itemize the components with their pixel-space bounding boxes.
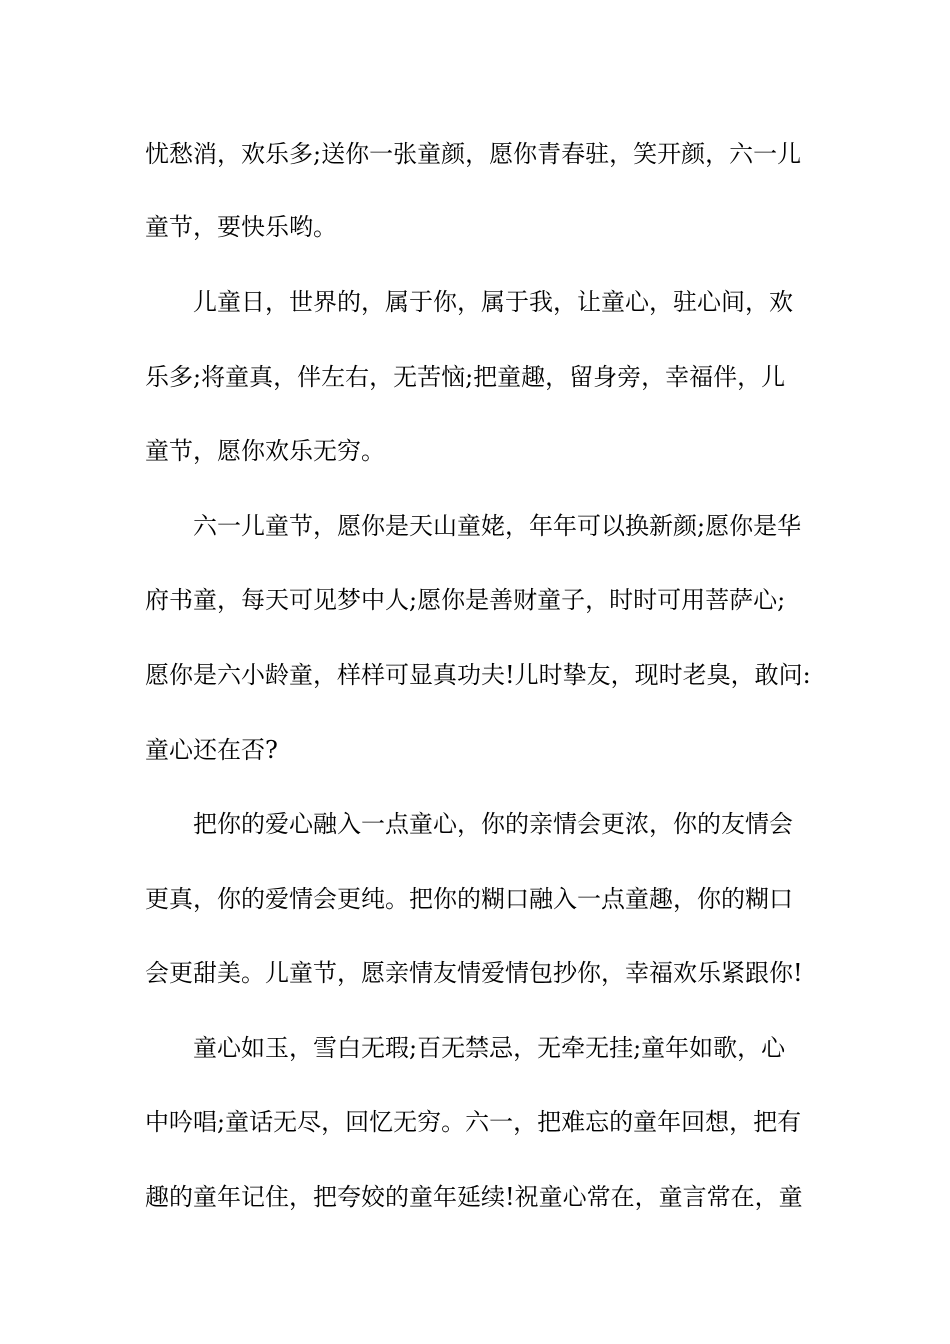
paragraph-5-line-2: 中吟唱;童话无尽，回忆无穷。六一，把难忘的童年回想，把有 — [145, 1108, 802, 1136]
paragraph-2-line-3: 童节，愿你欢乐无穷。 — [145, 437, 385, 465]
paragraph-3-line-3: 愿你是六小龄童，样样可显真功夫!儿时挚友，现时老臭，敢问: — [145, 661, 811, 689]
paragraph-4-line-2: 更真，你的爱情会更纯。把你的糊口融入一点童趣，你的糊口 — [145, 885, 793, 913]
paragraph-4-line-3: 会更甜美。儿童节，愿亲情友情爱情包抄你，幸福欢乐紧跟你! — [145, 959, 803, 987]
paragraph-3-line-4: 童心还在否? — [145, 736, 278, 764]
paragraph-1-line-2: 童节，要快乐哟。 — [145, 213, 337, 241]
paragraph-1-line-1: 忧愁消，欢乐多;送你一张童颜，愿你青春驻，笑开颜，六一儿 — [145, 140, 802, 168]
paragraph-5-line-1: 童心如玉，雪白无瑕;百无禁忌，无牵无挂;童年如歌，心 — [193, 1034, 786, 1062]
paragraph-2-line-2: 乐多;将童真，伴左右，无苦恼;把童趣，留身旁，幸福伴，儿 — [145, 363, 786, 391]
paragraph-4-line-1: 把你的爱心融入一点童心，你的亲情会更浓，你的友情会 — [193, 810, 793, 838]
paragraph-3-line-1: 六一儿童节，愿你是天山童姥，年年可以换新颜;愿你是华 — [193, 512, 802, 540]
paragraph-2-line-1: 儿童日，世界的，属于你，属于我，让童心，驻心间，欢 — [193, 288, 793, 316]
paragraph-5-line-3: 趣的童年记住，把夸姣的童年延续!祝童心常在，童言常在，童 — [145, 1183, 803, 1211]
paragraph-3-line-2: 府书童，每天可见梦中人;愿你是善财童子，时时可用菩萨心; — [145, 586, 786, 614]
